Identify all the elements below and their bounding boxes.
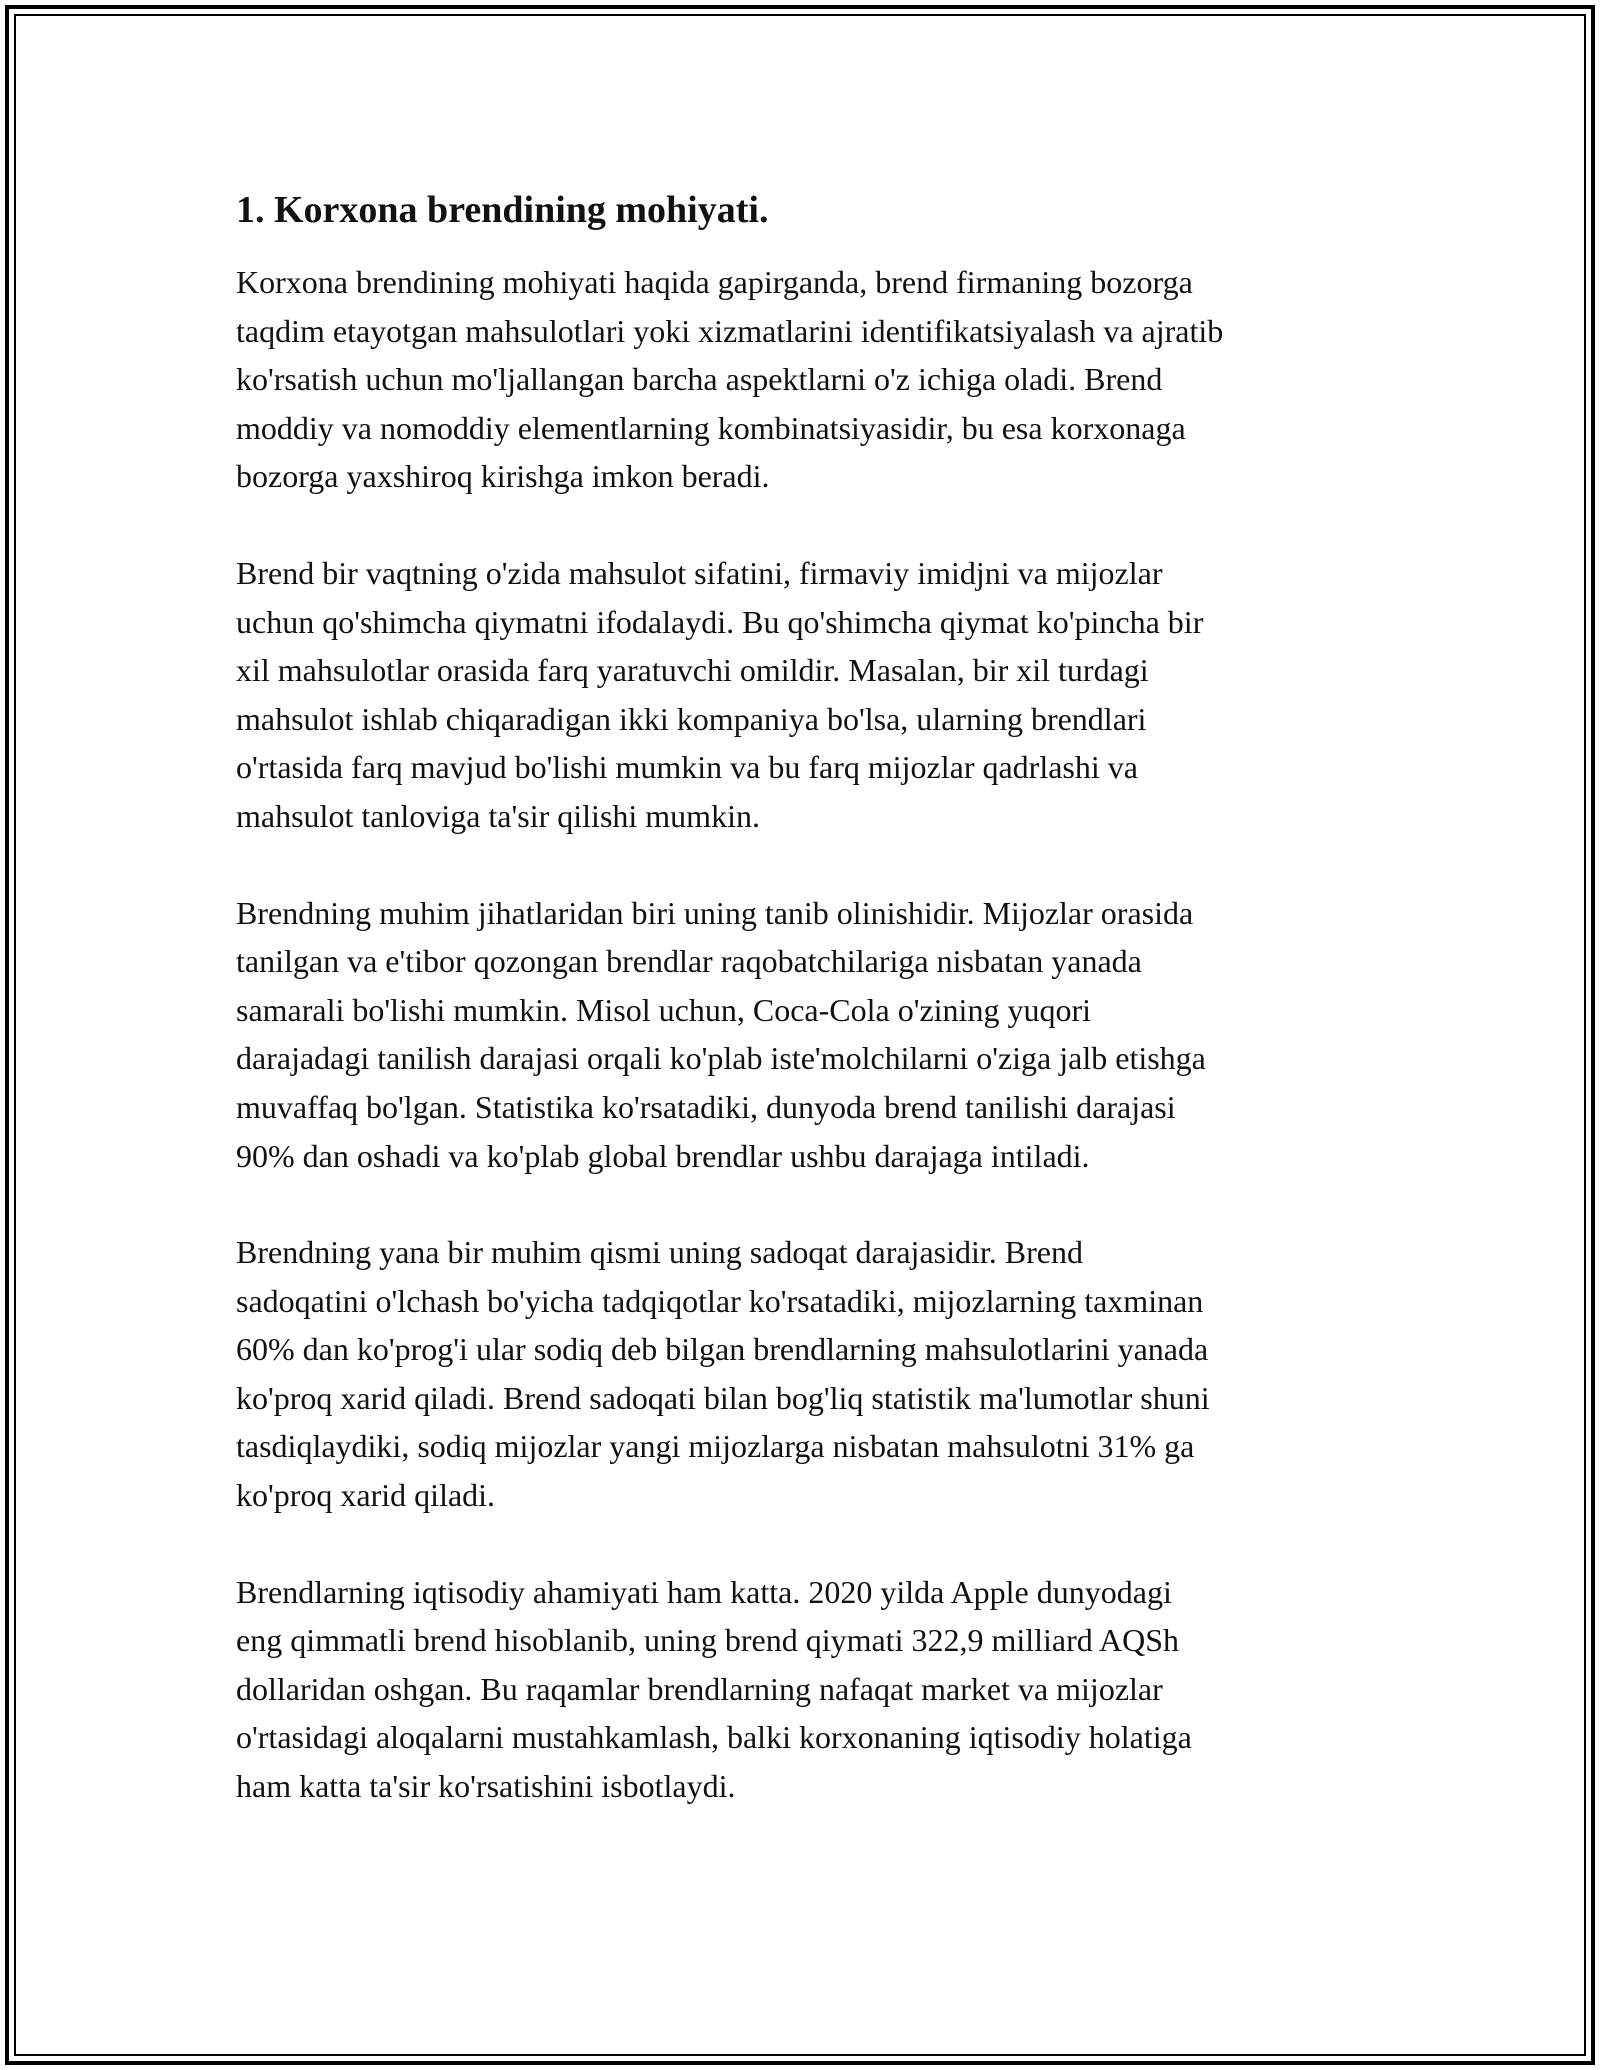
paragraph-4: Brendning yana bir muhim qismi uning sadoqat darajasidir. Brend sadoqatini o'lchash bo'yicha tadqiqotlar ko'rsatadiki, mijozlarning taxminan 60% dan ko'prog'i ular sodiq deb bilgan brendlarning mahsulotlarini yanada ko'proq xarid qiladi. Brend sadoqati bilan bog'liq statistik ma'lumotlar shuni tasdiqlaydiki, sodiq mijozlar yangi mijozlarga nisbatan mahsulotni 31% ga ko'proq xarid qiladi. [236, 1234, 1210, 1514]
paragraph-5: Brendlarning iqtisodiy ahamiyati ham katta. 2020 yilda Apple dunyodagi eng qimmatli brend hisoblanib, uning brend qiymati 322,9 milliard AQSh dollaridan oshgan. Bu raqamlar brendlarning nafaqat market va mijozlar o'rtasidagi aloqalarni mustahkamlash, balki korxonaning iqtisodiy holatiga ham katta ta'sir ko'rsatishini isbotlaydi. [236, 1573, 1192, 1805]
paragraph-3: Brendning muhim jihatlaridan biri uning tanib olinishidir. Mijozlar orasida tanilgan va e'tibor qozongan brendlar raqobatchilariga nisbatan yanada samarali bo'lishi mumkin. Misol uchun, Coca-Cola o'zining yuqori darajadagi tanilish darajasi orqali ko'plab iste'molchilarni o'ziga jalb etishga muvaffaq bo'lgan. Statistika ko'rsatadiki, dunyoda brend tanilishi darajasi 90% dan oshadi va ko'plab global brendlar ushbu darajaga intiladi. [236, 894, 1206, 1174]
paragraph-1: Korxona brendining mohiyati haqida gapirganda, brend firmaning bozorga taqdim etayotgan mahsulotlari yoki xizmatlarini identifikatsiyalash va ajratib ko'rsatish uchun mo'ljallangan barcha aspektlarni o'z ichiga oladi. Brend moddiy va nomoddiy elementlarning kombinatsiyasidir, bu esa korxonaga bozorga yaxshiroq kirishga imkon beradi. [236, 264, 1224, 495]
section-heading: 1. Korxona brendining mohiyati. [236, 189, 769, 231]
paragraph-2: Brend bir vaqtning o'zida mahsulot sifatini, firmaviy imidjni va mijozlar uchun qo'shimcha qiymatni ifodalaydi. Bu qo'shimcha qiymat ko'pincha bir xil mahsulotlar orasida farq yaratuvchi omildir. Masalan, bir xil turdagi mahsulot ishlab chiqaradigan ikki kompaniya bo'lsa, ularning brendlari o'rtasida farq mavjud bo'lishi mumkin va bu farq mijozlar qadrlashi va mahsulot tanloviga ta'sir qilishi mumkin. [236, 554, 1204, 834]
document-body [236, 186, 1386, 1859]
